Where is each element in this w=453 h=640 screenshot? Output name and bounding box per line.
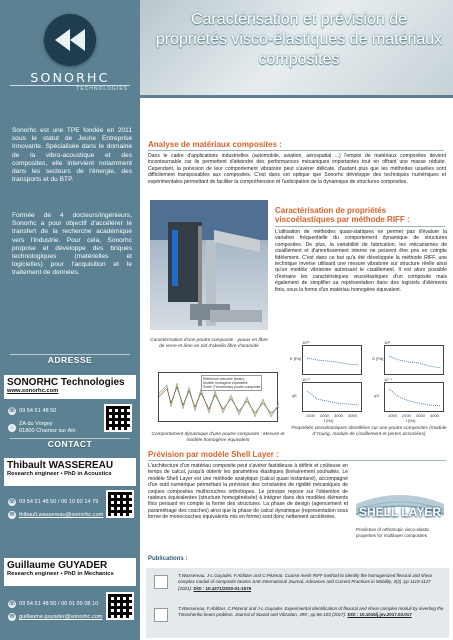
contact-heading: CONTACT <box>47 439 93 449</box>
scale-label: 10⁻¹ <box>384 377 392 382</box>
frf-legend <box>201 375 262 391</box>
phone-icon: ☏ <box>8 601 16 607</box>
section-3-divider <box>148 460 446 461</box>
y-label-g: G [Pa] <box>372 356 384 361</box>
shell-layer-name: SHELL LAYER <box>358 505 442 519</box>
contact-2-role: Research engineer • PhD in Mechanics <box>7 571 114 577</box>
young-loss-plot <box>302 382 362 412</box>
document-icon <box>154 575 168 589</box>
contact-2-name: Guillaume GUYADER <box>7 560 108 571</box>
publication-text: T.Wassereau, J-L.Guyader, F.Ablitzer and C.Pézerat. Coarse mesh RIFF method to identify the homogenized flexural and shear complex moduli of composite beams SAE International Journal, Advances and Current Practices in Mobility, 3(2) :pp 1119-1127 (2021). <box>178 573 433 591</box>
location-icon: ⌂ <box>8 424 16 432</box>
logo-disc <box>44 14 96 66</box>
photo-caption: Caractérisation d'une poutre composite : peaux en fibre de verre et âme en nid d'abeille fibre d'aramide <box>150 338 268 349</box>
contact-card-2 <box>4 558 136 586</box>
contact-card-1 <box>4 458 136 486</box>
section-3-text: L'architecture d'un matériau composite peut s'avérer fastidieuse à définir et coûteuse en temps de calcul, jusqu'à obtenir les paramètres élastiques (linéairement souhaités. Le modèle Shell Layer est une méthode analytique (calcul quasi instantané), accompagné d'un outil numérique permettant la prévision des constantes de rigidité mécaniques de coques composites multicouches orthotropes. Le principe repose sur l'obtention de raideurs équivalentes (structure homogénéisée) à intégrer dans des modèles éléments finis pensant en compte la forme des structures. La phase de design (agencement et paramétrage des couches) ainsi que la phase de calcul dynamique (représentation sous forme de monocouches équivalents mis en forme) sont donc nettement accélérées. <box>148 463 348 521</box>
section-2-text: L'utilisation de méthodes quasi-statiques ne permet pas d'évaluer la variation fréquentielle du comportement dynamique de structures composites. De plus, la variabilité de fabrication, les mécanismes de cisaillement et d'amortissement interne ne peuvent être pris en compte fidèlement. C'est dans ce but qu'a été développée la méthode RIFF, une technique inverse utilisant une mesure vibratoire sur structure réelle ainsi qu'un modèle vibratoire autorisant le cisaillement. Il est alors possible d'extraire les caractéristiques viscoélastiques d'un composite mais également de simplifier sa représentation dans des logiciels d'éléments finis, sous la forme d'un matériau homogène équivalent. <box>275 229 447 293</box>
legend-item: Modèle homogène équivalent <box>203 381 248 385</box>
shaker-setup-illustration <box>150 200 268 330</box>
shear-loss-plot <box>384 382 444 412</box>
shell-layer-tagline: Prediction of orthotropic visco-elastic properties for multilayer composites <box>356 527 430 538</box>
fig-caption-left: Comportement dynamique d'une poutre composite : Mesure et modèle homogène équivalent <box>151 432 285 443</box>
contact-2-email[interactable]: guillaume.guyader@sonorhc.com <box>19 614 103 620</box>
publication-doi-link[interactable]: DOI : 10.1016/j.jsv.2017.03.017 <box>347 612 412 618</box>
phone-icon: ☏ <box>8 408 16 414</box>
contact-1-phone: 09 54 51 48 50 / 06 10 60 14 79 <box>19 499 99 505</box>
y-label-eta-g: ηG <box>374 393 380 398</box>
section-2-divider <box>275 226 445 227</box>
x-tick: 2000 <box>402 413 411 418</box>
document-icon <box>154 608 168 622</box>
org-card <box>4 375 136 399</box>
section-1-title: Analyse de matériaux composites : <box>148 140 282 149</box>
publications-box <box>146 568 449 638</box>
header-accent-bar <box>140 95 453 98</box>
org-address-row <box>8 421 76 435</box>
x-axis-label: f [Hz] <box>324 418 334 423</box>
young-modulus-plot <box>302 345 362 375</box>
scale-label: 10¹⁰ <box>302 340 310 345</box>
brand-name: SONORHC <box>30 70 110 85</box>
publication-item <box>178 606 446 619</box>
org-address-line-2: 01800 Chamoz sur Ain <box>19 428 76 434</box>
phone-icon: ☏ <box>8 499 16 505</box>
contact-1-role: Research engineer • PhD in Acoustics <box>7 471 112 477</box>
page-title: Caractérisation et prévision de propriétés visco-élastiques de matériaux composites <box>155 11 443 68</box>
contact-1-email[interactable]: thibault.wassereau@sonorhc.com <box>19 512 104 518</box>
header <box>140 0 453 95</box>
contact-1-phone-row <box>8 498 98 506</box>
x-tick: 3000 <box>334 413 343 418</box>
scale-label: 10⁸ <box>384 340 391 345</box>
publication-text: T.Wassereau, F.Ablitzer, C.Pézerat and J-L.Guyader. Experimental identification of flexural and shear complex moduli by inverting the Timoshenko beam problem. Journal of Sound and Vibration, 399 : pp 86-103 (2017). <box>178 606 444 618</box>
mail-icon: ✉ <box>9 614 15 620</box>
scale-label: 10⁻² <box>302 377 310 382</box>
contact-2-phone-row <box>8 600 98 608</box>
intro-paragraph: Sonorhc est une TPE fondée en 2011 sous le statut de Jeune Entreprise Innovante. Spécialisée dans le domaine de la vibro-acoustique et des composites, elle intervient notamment dans les secteurs de l'énergie, des transports et du BTP. <box>12 127 132 184</box>
contact-2-qr-code <box>106 592 134 620</box>
contact-1-name: Thibault WASSEREAU <box>7 460 114 471</box>
young-modulus-points <box>303 346 363 376</box>
x-axis-label: f [Hz] <box>406 418 416 423</box>
publications-title: Publications : <box>148 556 188 562</box>
shear-loss-points <box>385 383 445 413</box>
shell-layer-logo <box>354 494 446 548</box>
x-tick: 1000 <box>306 413 315 418</box>
legend-item: Référence mesurée (beam) <box>203 377 245 381</box>
x-tick: 4000 <box>430 413 439 418</box>
mission-paragraph: Formée de 4 docteurs/ingénieurs, Sonorhc a pour objectif d'accélérer le transfert de la recherche académique vers l'industrie. Pour cela, Sonorhc propose et développe des briques technologiques (matérielles et logicielles) pour l'acquisition et le traitement de données. <box>12 212 132 277</box>
young-loss-points <box>303 383 363 413</box>
publication-item <box>178 573 446 592</box>
y-label-eta-e: ηE <box>292 393 297 398</box>
section-1-text: Dans le cadre d'applications industrielles (automobile, aviation, aérospatial ...) l'emploi de matériaux composites devient incontournable car ils permettent d'atteindre des performances mécaniques importantes tout en offrant une masse réduite. Cependant, la prévision de leur comportement vibratoire peut s'avérer délicate, d'autant plus que les méthodes usuelles sont difficilement transposables aux composites. C'est dans cet optique que Sonorhc développe des techniques numériques et expérimentales permettant de faciliter la compréhension et l'anticipation de la dynamique de structures composites. <box>148 153 446 185</box>
fig-caption-right: Propriétés viscoélastiques identifiées sur une poutre composites (module d'Young, module de cisaillement et pertes associées) <box>291 426 447 437</box>
x-tick: 1000 <box>388 413 397 418</box>
address-heading: ADRESSE <box>47 355 93 365</box>
org-phone: 09 54 51 48 50 <box>19 408 57 414</box>
shear-modulus-points <box>385 346 445 376</box>
mail-icon: ✉ <box>9 512 15 518</box>
org-qr-code <box>104 404 132 432</box>
shear-modulus-plot <box>384 345 444 375</box>
composite-beam-photo <box>150 200 268 330</box>
publication-doi-link[interactable]: DOI : 10.4271/2020-01-1579 <box>193 585 252 591</box>
contact-1-qr-code <box>106 490 134 518</box>
section-1-divider <box>148 150 444 151</box>
frf-plot <box>158 372 278 422</box>
brand-tagline: TECHNOLOGIES <box>76 86 128 92</box>
section-2-title: Caractérisation de propriétés viscoélastiques par méthode RIFF : <box>275 206 410 224</box>
contact-2-phone: 09 54 51 48 50 / 06 01 09 08 10 <box>19 601 99 607</box>
org-phone-row <box>8 407 56 415</box>
sidebar <box>0 0 140 640</box>
legend-item: Sortie (Timoshenko) poutre composite <box>203 385 261 389</box>
x-tick: 2000 <box>320 413 329 418</box>
x-tick: 3000 <box>416 413 425 418</box>
org-address-line-1: ZA du Vorgey <box>19 421 53 427</box>
y-label-e: E [Pa] <box>290 356 301 361</box>
x-tick: 4000 <box>348 413 357 418</box>
rewind-icon <box>54 29 86 51</box>
contact-2-email-row <box>8 613 102 621</box>
org-url[interactable]: www.sonorhc.com <box>7 388 59 394</box>
contact-1-email-row <box>8 511 103 519</box>
section-3-title: Prévision par modèle Shell Layer : <box>148 450 279 459</box>
org-name: SONORHC Technologies <box>7 377 125 388</box>
